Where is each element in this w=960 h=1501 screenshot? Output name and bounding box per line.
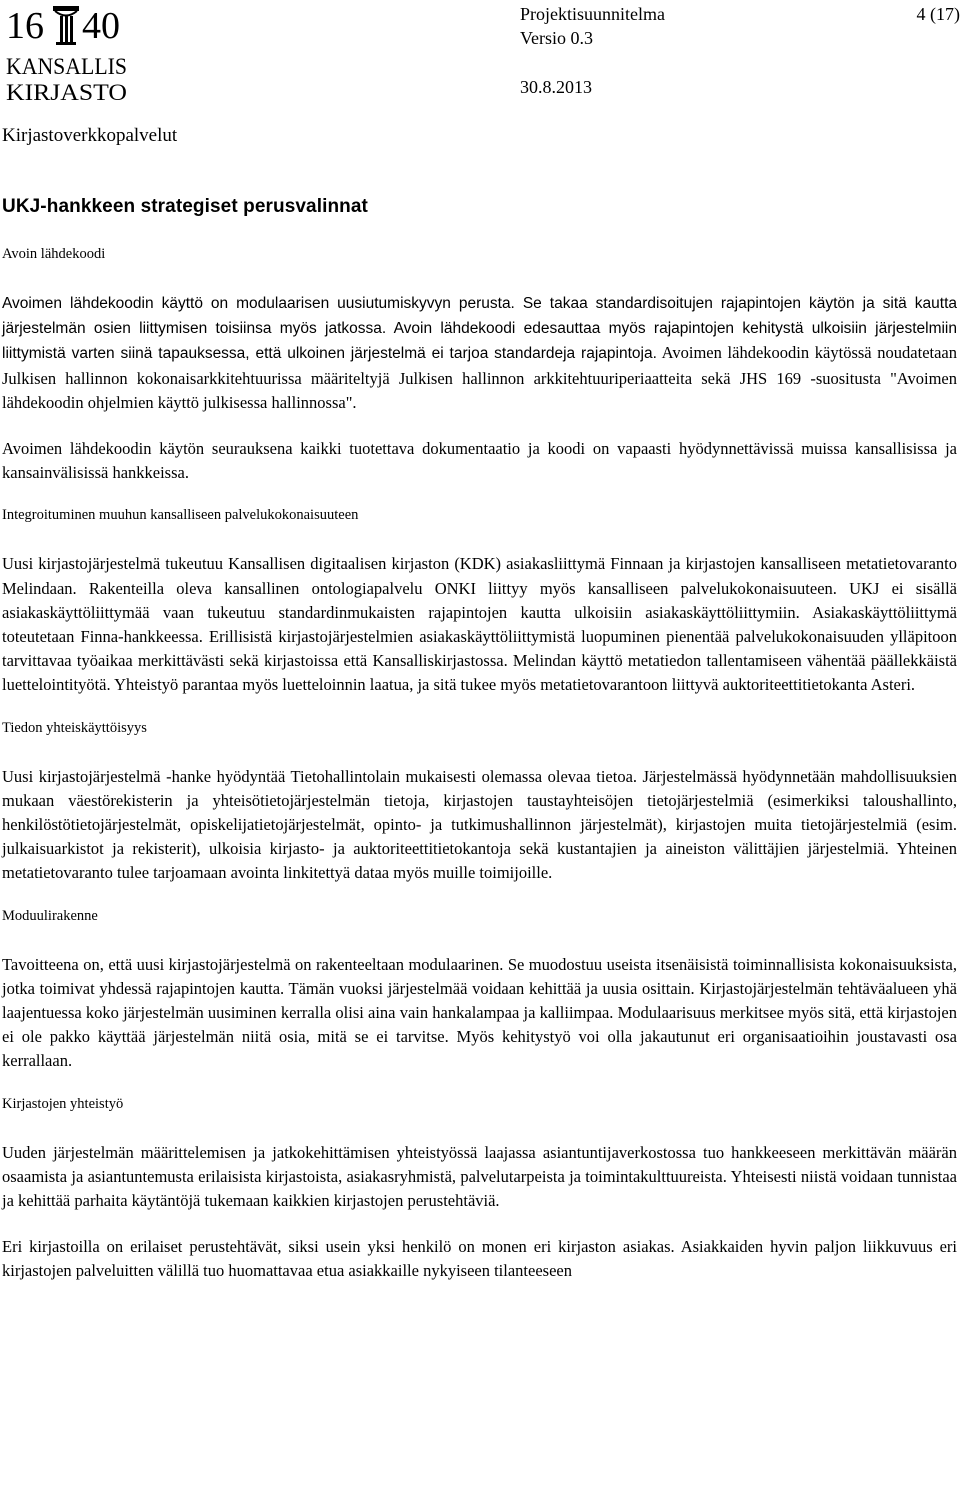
paragraph-avoin-lahdekoodi-1 [2, 291, 957, 415]
paragraph-text-serif: Avoimen lähdekoodin käytössä noudatetaan Julkisen hallinnon kokonaisarkkitehtuurissa määriteltyjä Julkisen hallinnon arkkitehtuuriperiaatteita sekä JHS 169 -suositusta "Avoimen lähdekoodin ohjelmien käyttö julkisessa hallinnossa". [2, 343, 958, 412]
document-date: 30.8.2013 [520, 77, 592, 97]
page-title: UKJ-hankkeen strategiset perusvalinnat [2, 196, 368, 217]
section-heading-kirjastojen-yhteistyo: Kirjastojen yhteistyö [2, 1095, 124, 1112]
logo-line2: KIRJASTO [6, 80, 127, 104]
section-heading-yhteiskayttoisyys: Tiedon yhteiskäyttöisyys [2, 719, 147, 736]
section-heading-integroituminen: Integroituminen muuhun kansalliseen palvelukokonaisuuteen [2, 507, 359, 524]
logo-year-left: 16 [6, 5, 44, 47]
column-icon [53, 6, 79, 45]
document-header [520, 0, 960, 110]
paragraph-kirjastojen-yhteistyo-2: Eri kirjastoilla on erilaiset perustehtävät, siksi usein yksi henkilö on monen eri kirjaston asiakas. Asiakkaiden hyvin paljon liikkuvuus eri kirjastojen palveluitten välillä tuo huomattavaa etua asiakkaille nykyiseen tilanteeseen [2, 1237, 957, 1281]
paragraph-yhteiskayttoisyys: Uusi kirjastojärjestelmä -hanke hyödyntää Tietohallintolain mukaisesti olemassa olevaa tietoa. Järjestelmässä hyödynnetään mahdollisuuksien mukaan väestörekisterin ja yhteisötietojärjestelmän tietoja, kirjastojen taustayhteisöjen tietojärjestelmiä (esimerkiksi taloushallinto, henkilöstötietojärjestelmät, opiskelijatietojärjestelmät, opinto- ja tutkimushallinnon järjestelmät), kirjastojen muita tietojärjestelmiä (esim. julkaisuarkistot ja rekisterit), ulkoisia kirjasto- ja auktoriteettitietokantoja sekä kustantajien ja aineiston välittäjien järjestelmiä. Yhteinen metatietovaranto tulee tarjoamaan avointa linkitettyä dataa myös muille toimijoille. [2, 766, 957, 883]
page-number: 4 (17) [916, 4, 960, 24]
organization-unit: Kirjastoverkkopalvelut [2, 125, 178, 146]
paragraph-kirjastojen-yhteistyo-1: Uuden järjestelmän määrittelemisen ja jatkokehittämisen yhteistyössä laajassa asiantuntijaverkostossa tuo hankkeeseen merkittävän määrän osaamista ja asiantuntemusta erilaisista kirjastoista, asiakasryhmistä, palvelutarpeista ja toimintakulttuureista. Yhteisesti niistä voidaan tunnistaa ja kehittää parhaita käytäntöjä tukemaan kaikkien kirjastojen perustehtäviä. [2, 1142, 957, 1211]
document-version: Versio 0.3 [520, 28, 593, 48]
logo-year-right: 40 [82, 5, 120, 47]
logo-line1: KANSALLIS [6, 54, 127, 79]
document-body [2, 196, 957, 1306]
section-heading-avoin-lahdekoodi: Avoin lähdekoodi [2, 246, 106, 262]
paragraph-integroituminen: Uusi kirjastojärjestelmä tukeutuu Kansallisen digitaalisen kirjaston (KDK) asiakasliittymä Finnaan ja kirjastojen kansalliseen metatietovaranto Melindaan. Rakenteilla oleva kansallinen ontologiapalvelu ONKI liittyy myös kansalliseen palvelukokonaisuuteen. UKJ ei sisällä asiakaskäyttöliittymää vaan tukeutuu standardinmukaisten rajapintojen kautta ulkoisiin asiakaskäyttöliittymiin. Asiakaskäyttöliittymä toteutetaan Finna-hankkeessa. Erillisistä kirjastojärjestelmien asiakaskäyttöliittymistä luopuminen pienentää palvelukokonaisuuden ylläpitoon tarvittavaa työaikaa merkittävästi sekä kirjastoissa että Kansalliskirjastossa. Melindan käyttö metatiedon tallentamiseen vähentää päällekkäistä luettelointityötä. Yhteistyö parantaa myös luetteloinnin laatua, ja sitä tukee myös metatietovarantoon liittyvä auktoriteettitietokanta Asteri. [2, 554, 957, 695]
document-type: Projektisuunnitelma [520, 4, 665, 24]
paragraph-text-sans: Avoimen lähdekoodin käyttö on modulaarisen uusiutumiskyvyn perusta. Se takaa standardisoitujen rajapintojen käytön ja sitä kautta järjestelmän osien liittymisen toisiinsa myös jatkossa. Avoin lähdekoodi edesauttaa myös rajapintojen kehitystä ulkoisiin järjestelmiin liittymistä varten siinä tapauksessa, että ulkoinen järjestelmä ei tarjoa standardeja rajapintoja. [2, 295, 957, 363]
section-heading-moduulirakenne: Moduulirakenne [2, 907, 98, 924]
kansalliskirjasto-logo [6, 4, 128, 104]
paragraph-moduulirakenne: Tavoitteena on, että uusi kirjastojärjestelmä on rakenteeltaan modulaarinen. Se muodostuu useista itsenäisistä toiminnallisista kokonaisuuksista, jotka toimivat yhdessä rajapintojen kautta. Tämän vuoksi järjestelmää voidaan kehittää ja uusia osittain. Kirjastojärjestelmän tehtäväalueen yhä laajentuessa koko järjestelmän uusiminen kerralla olisi aina vain hankalampaa ja kalliimpaa. Modulaarisuus merkitsee myös sitä, että kirjastojen ei ole pakko käyttää järjestelmän niitä osia, mitä se ei tarvitse. Myös kehitystyö voi olla jakautunut eri organisaatioihin joustavasti osa kerrallaan. [2, 954, 957, 1071]
paragraph-avoin-lahdekoodi-2: Avoimen lähdekoodin käytön seurauksena kaikki tuotettava dokumentaatio ja koodi on vapaasti hyödynnettävissä muissa kansallisissa ja kansainvälisissä hankkeissa. [2, 439, 957, 483]
